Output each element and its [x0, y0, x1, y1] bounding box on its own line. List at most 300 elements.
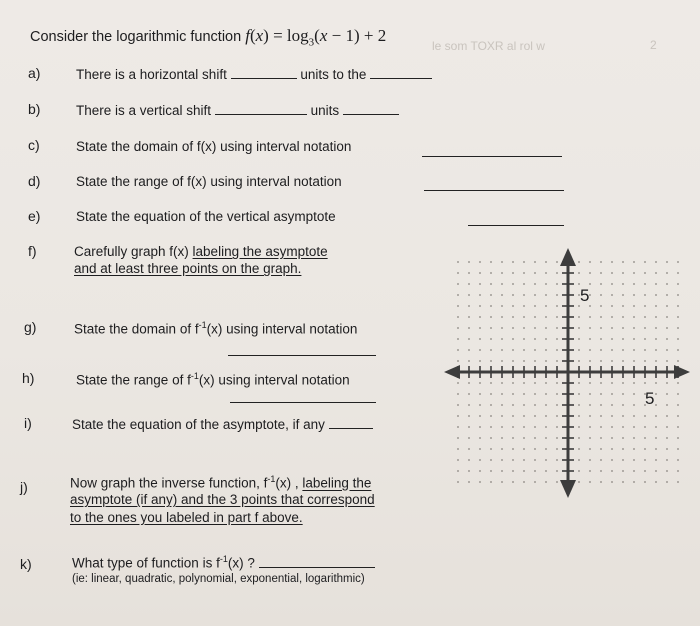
grid-dot	[622, 261, 624, 263]
grid-dot	[534, 426, 536, 428]
grid-dot	[556, 382, 558, 384]
grid-dot	[633, 349, 635, 351]
grid-dot	[677, 426, 679, 428]
grid-dot	[556, 415, 558, 417]
grid-dot	[512, 349, 514, 351]
grid-dot	[512, 360, 514, 362]
grid-dot	[666, 404, 668, 406]
grid-dot	[534, 470, 536, 472]
question-k: What type of function is $f^{-1}(x)$ ?	[72, 554, 375, 571]
answer-blank-i[interactable]	[329, 416, 373, 429]
grid-dot	[578, 360, 580, 362]
grid-dot	[512, 393, 514, 395]
grid-dot	[644, 349, 646, 351]
question-g: State the domain of $f^{-1}(x)$ using interval notation	[74, 320, 358, 337]
grid-dot	[490, 393, 492, 395]
grid-dot	[633, 404, 635, 406]
grid-dot	[556, 327, 558, 329]
question-k-label: k)	[20, 556, 32, 572]
grid-dot	[534, 349, 536, 351]
grid-dot	[534, 272, 536, 274]
grid-dot	[677, 393, 679, 395]
grid-dot	[622, 382, 624, 384]
grid-dot	[523, 382, 525, 384]
answer-blank-d[interactable]	[424, 178, 564, 191]
grid-dot	[611, 294, 613, 296]
grid-dot	[600, 360, 602, 362]
grid-dot	[545, 470, 547, 472]
grid-dot	[600, 426, 602, 428]
grid-dot	[589, 316, 591, 318]
question-g-label: g)	[24, 319, 37, 335]
grid-dot	[545, 283, 547, 285]
grid-dot	[556, 426, 558, 428]
grid-dot	[523, 470, 525, 472]
grid-dot	[523, 426, 525, 428]
grid-dot	[534, 415, 536, 417]
grid-dot	[622, 393, 624, 395]
grid-dot	[468, 349, 470, 351]
question-b-label: b)	[28, 101, 41, 117]
grid-dot	[490, 382, 492, 384]
answer-blank-c[interactable]	[422, 144, 562, 157]
grid-dot	[468, 481, 470, 483]
grid-dot	[611, 327, 613, 329]
grid-dot	[655, 283, 657, 285]
grid-dot	[622, 283, 624, 285]
answer-blank-a2[interactable]	[370, 66, 432, 79]
grid-dot	[512, 470, 514, 472]
grid-dot	[644, 470, 646, 472]
grid-dot	[622, 415, 624, 417]
grid-dot	[523, 448, 525, 450]
grid-dot	[578, 470, 580, 472]
grid-dot	[622, 437, 624, 439]
grid-dot	[578, 404, 580, 406]
grid-dot	[457, 481, 459, 483]
grid-dot	[556, 261, 558, 263]
answer-blank-b2[interactable]	[343, 102, 399, 115]
grid-dot	[611, 360, 613, 362]
grid-dot	[666, 283, 668, 285]
question-h: State the range of $f^{-1}(x)$ using interval notation	[76, 371, 350, 388]
grid-dot	[545, 459, 547, 461]
grid-dot	[501, 360, 503, 362]
question-f-line2: and at least three points on the graph.	[74, 261, 302, 276]
grid-dot	[666, 382, 668, 384]
grid-dot	[512, 327, 514, 329]
grid-dot	[677, 481, 679, 483]
grid-dot	[611, 272, 613, 274]
grid-dot	[666, 327, 668, 329]
grid-dot	[501, 305, 503, 307]
grid-dot	[633, 305, 635, 307]
grid-dot	[545, 437, 547, 439]
grid-dot	[490, 283, 492, 285]
grid-dot	[655, 294, 657, 296]
grid-dot	[655, 338, 657, 340]
grid-dot	[523, 459, 525, 461]
grid-dot	[523, 294, 525, 296]
grid-dot	[666, 437, 668, 439]
grid-dot	[578, 316, 580, 318]
grid-dot	[589, 360, 591, 362]
grid-dot	[479, 338, 481, 340]
grid-dot	[600, 283, 602, 285]
grid-dot	[589, 327, 591, 329]
grid-dot	[644, 316, 646, 318]
grid-dot	[490, 349, 492, 351]
grid-dot	[655, 272, 657, 274]
function-equation: $f(x) = \log_3(x - 1) + 2$	[245, 26, 387, 49]
grid-dot	[677, 459, 679, 461]
grid-dot	[534, 393, 536, 395]
grid-dot	[523, 316, 525, 318]
grid-dot	[655, 316, 657, 318]
grid-dot	[501, 338, 503, 340]
grid-dot	[556, 459, 558, 461]
grid-dot	[534, 305, 536, 307]
grid-dot	[479, 283, 481, 285]
y-axis-up-arrow-icon	[560, 248, 576, 266]
grid-dot	[611, 437, 613, 439]
grid-dot	[457, 415, 459, 417]
grid-dot	[468, 283, 470, 285]
grid-dot	[490, 305, 492, 307]
grid-dot	[633, 393, 635, 395]
grid-dot	[666, 393, 668, 395]
problem-title: Consider the logarithmic function $f(x) = \log_3(x - 1) + 2$	[30, 26, 387, 49]
grid-dot	[457, 382, 459, 384]
grid-dot	[490, 481, 492, 483]
grid-dot	[611, 404, 613, 406]
grid-dot	[677, 404, 679, 406]
grid-dot	[644, 283, 646, 285]
grid-dot	[589, 448, 591, 450]
grid-dot	[622, 426, 624, 428]
grid-dot	[468, 305, 470, 307]
grid-dot	[512, 437, 514, 439]
grid-dot	[600, 404, 602, 406]
grid-dot	[611, 481, 613, 483]
grid-dot	[479, 426, 481, 428]
answer-blank-k[interactable]	[259, 555, 375, 568]
grid-dot	[578, 338, 580, 340]
grid-dot	[633, 415, 635, 417]
grid-dot	[633, 294, 635, 296]
grid-dot	[677, 415, 679, 417]
grid-dot	[666, 305, 668, 307]
grid-dot	[677, 349, 679, 351]
grid-dot	[501, 294, 503, 296]
grid-dot	[501, 448, 503, 450]
grid-dot	[457, 327, 459, 329]
grid-dot	[655, 481, 657, 483]
grid-dot	[633, 448, 635, 450]
grid-dot	[479, 327, 481, 329]
grid-dot	[589, 459, 591, 461]
grid-dot	[655, 459, 657, 461]
grid-dot	[556, 316, 558, 318]
grid-dot	[589, 272, 591, 274]
grid-dot	[468, 470, 470, 472]
grid-dot	[578, 382, 580, 384]
grid-dot	[556, 272, 558, 274]
grid-dot	[490, 272, 492, 274]
grid-dot	[501, 415, 503, 417]
grid-dot	[479, 437, 481, 439]
grid-dot	[644, 448, 646, 450]
grid-dot	[622, 360, 624, 362]
question-a-label: a)	[28, 65, 41, 81]
grid-dot	[578, 481, 580, 483]
grid-dot	[677, 327, 679, 329]
grid-dot	[589, 426, 591, 428]
grid-dot	[578, 261, 580, 263]
grid-dot	[655, 470, 657, 472]
grid-dot	[600, 327, 602, 329]
grid-dot	[578, 437, 580, 439]
grid-dot	[622, 338, 624, 340]
grid-dot	[523, 393, 525, 395]
grid-dot	[468, 437, 470, 439]
grid-dot	[545, 261, 547, 263]
grid-dot	[644, 305, 646, 307]
grid-dot	[468, 261, 470, 263]
grid-dot	[479, 448, 481, 450]
grid-dot	[578, 426, 580, 428]
grid-dot	[600, 305, 602, 307]
grid-dot	[589, 481, 591, 483]
grid-dot	[556, 338, 558, 340]
grid-dot	[545, 481, 547, 483]
answer-blank-e[interactable]	[468, 213, 564, 226]
grid-dot	[545, 448, 547, 450]
grid-dot	[523, 360, 525, 362]
grid-dot	[545, 382, 547, 384]
grid-dot	[490, 404, 492, 406]
grid-dot	[611, 448, 613, 450]
grid-dot	[479, 360, 481, 362]
grid-dot	[534, 404, 536, 406]
grid-dot	[600, 393, 602, 395]
grid-dot	[468, 426, 470, 428]
grid-dot	[622, 481, 624, 483]
grid-dot	[479, 404, 481, 406]
grid-dot	[611, 382, 613, 384]
grid-dot	[523, 283, 525, 285]
question-j-label: j)	[20, 479, 28, 495]
grid-dot	[589, 382, 591, 384]
grid-dot	[457, 305, 459, 307]
grid-dot	[677, 382, 679, 384]
grid-dot	[666, 316, 668, 318]
grid-dot	[556, 283, 558, 285]
grid-dot	[556, 360, 558, 362]
grid-dot	[468, 360, 470, 362]
grid-dot	[589, 338, 591, 340]
grid-dot	[578, 393, 580, 395]
grid-dot	[600, 448, 602, 450]
grid-dot	[512, 404, 514, 406]
grid-dot	[457, 338, 459, 340]
answer-blank-h[interactable]	[230, 390, 376, 403]
grid-dot	[479, 261, 481, 263]
grid-dot	[545, 272, 547, 274]
grid-dot	[600, 272, 602, 274]
grid-dot	[622, 294, 624, 296]
grid-dot	[512, 283, 514, 285]
question-f-label: f)	[28, 243, 37, 259]
answer-blank-a1[interactable]	[231, 66, 297, 79]
grid-dot	[512, 294, 514, 296]
question-k-hint: (ie: linear, quadratic, polynomial, exponential, logarithmic)	[72, 573, 365, 585]
grid-dot	[655, 393, 657, 395]
grid-dot	[600, 459, 602, 461]
show-through-number: 2	[650, 38, 657, 52]
grid-dot	[457, 426, 459, 428]
grid-dot	[611, 338, 613, 340]
grid-dot	[578, 305, 580, 307]
grid-dot	[501, 459, 503, 461]
grid-dot	[534, 327, 536, 329]
grid-dot	[655, 404, 657, 406]
grid-dot	[490, 459, 492, 461]
grid-dot	[578, 349, 580, 351]
grid-dot	[479, 294, 481, 296]
grid-dot	[457, 459, 459, 461]
grid-dot	[534, 360, 536, 362]
grid-dot	[545, 393, 547, 395]
grid-dot	[578, 327, 580, 329]
question-i-label: i)	[24, 415, 32, 431]
question-f-line1: Carefully graph f(x) labeling the asymptote	[74, 244, 328, 259]
grid-dot	[633, 261, 635, 263]
grid-dot	[677, 294, 679, 296]
answer-blank-g[interactable]	[228, 343, 376, 356]
grid-dot	[468, 415, 470, 417]
question-h-label: h)	[22, 370, 35, 386]
grid-dot	[479, 382, 481, 384]
answer-blank-b1[interactable]	[215, 102, 307, 115]
grid-dot	[556, 448, 558, 450]
grid-dot	[633, 360, 635, 362]
grid-dot	[600, 470, 602, 472]
grid-dot	[633, 437, 635, 439]
grid-dot	[589, 283, 591, 285]
grid-dot	[622, 272, 624, 274]
grid-dot	[457, 349, 459, 351]
grid-dot	[457, 316, 459, 318]
grid-dot	[556, 349, 558, 351]
grid-dot	[611, 305, 613, 307]
grid-dot	[633, 283, 635, 285]
grid-dot	[611, 261, 613, 263]
grid-dot	[622, 459, 624, 461]
grid-dot	[501, 349, 503, 351]
grid-dot	[600, 338, 602, 340]
grid-dot	[545, 316, 547, 318]
grid-dot	[600, 349, 602, 351]
grid-dot	[600, 481, 602, 483]
grid-dot	[633, 481, 635, 483]
grid-dot	[501, 404, 503, 406]
grid-dot	[655, 261, 657, 263]
grid-dot	[523, 305, 525, 307]
grid-dot	[468, 382, 470, 384]
grid-dot	[468, 404, 470, 406]
grid-dot	[479, 272, 481, 274]
grid-dot	[622, 404, 624, 406]
grid-dot	[611, 459, 613, 461]
grid-dot	[622, 349, 624, 351]
grid-dot	[600, 382, 602, 384]
grid-dot	[501, 393, 503, 395]
grid-dot	[644, 481, 646, 483]
question-a: There is a horizontal shift units to the	[76, 66, 432, 82]
grid-dot	[490, 470, 492, 472]
grid-dot	[633, 382, 635, 384]
grid-dot	[512, 382, 514, 384]
grid-dot	[534, 459, 536, 461]
grid-dot	[490, 294, 492, 296]
question-d-label: d)	[28, 173, 41, 189]
grid-dot	[633, 327, 635, 329]
question-j-line1: Now graph the inverse function, $f^{-1}(x)$ , labeling the	[70, 474, 372, 491]
grid-dot	[666, 338, 668, 340]
grid-dot	[677, 470, 679, 472]
grid-dot	[644, 294, 646, 296]
grid-dot	[633, 470, 635, 472]
grid-dot	[644, 426, 646, 428]
grid-dot	[534, 294, 536, 296]
grid-dot	[501, 261, 503, 263]
grid-dot	[644, 261, 646, 263]
grid-dot	[677, 360, 679, 362]
grid-dot	[556, 437, 558, 439]
grid-dot	[589, 349, 591, 351]
grid-dot	[545, 426, 547, 428]
question-c: State the domain of f(x) using interval notation	[76, 139, 352, 154]
grid-dot	[666, 459, 668, 461]
grid-dot	[666, 261, 668, 263]
grid-dot	[611, 283, 613, 285]
grid-dot	[644, 415, 646, 417]
grid-dot	[479, 470, 481, 472]
grid-dot	[633, 272, 635, 274]
grid-dot	[534, 261, 536, 263]
grid-dot	[556, 481, 558, 483]
grid-dot	[556, 305, 558, 307]
grid-dot	[534, 437, 536, 439]
grid-dot	[578, 272, 580, 274]
coordinate-grid[interactable]	[440, 244, 694, 502]
grid-dot	[512, 261, 514, 263]
grid-dot	[479, 459, 481, 461]
grid-dot	[512, 459, 514, 461]
grid-dot	[644, 459, 646, 461]
grid-dot	[655, 349, 657, 351]
grid-dot	[655, 415, 657, 417]
grid-dot	[611, 316, 613, 318]
question-e: State the equation of the vertical asymptote	[76, 209, 336, 224]
grid-dot	[622, 305, 624, 307]
grid-dot	[512, 415, 514, 417]
grid-dot	[512, 448, 514, 450]
grid-dot	[534, 338, 536, 340]
grid-dot	[589, 437, 591, 439]
question-b: There is a vertical shift units	[76, 102, 399, 118]
